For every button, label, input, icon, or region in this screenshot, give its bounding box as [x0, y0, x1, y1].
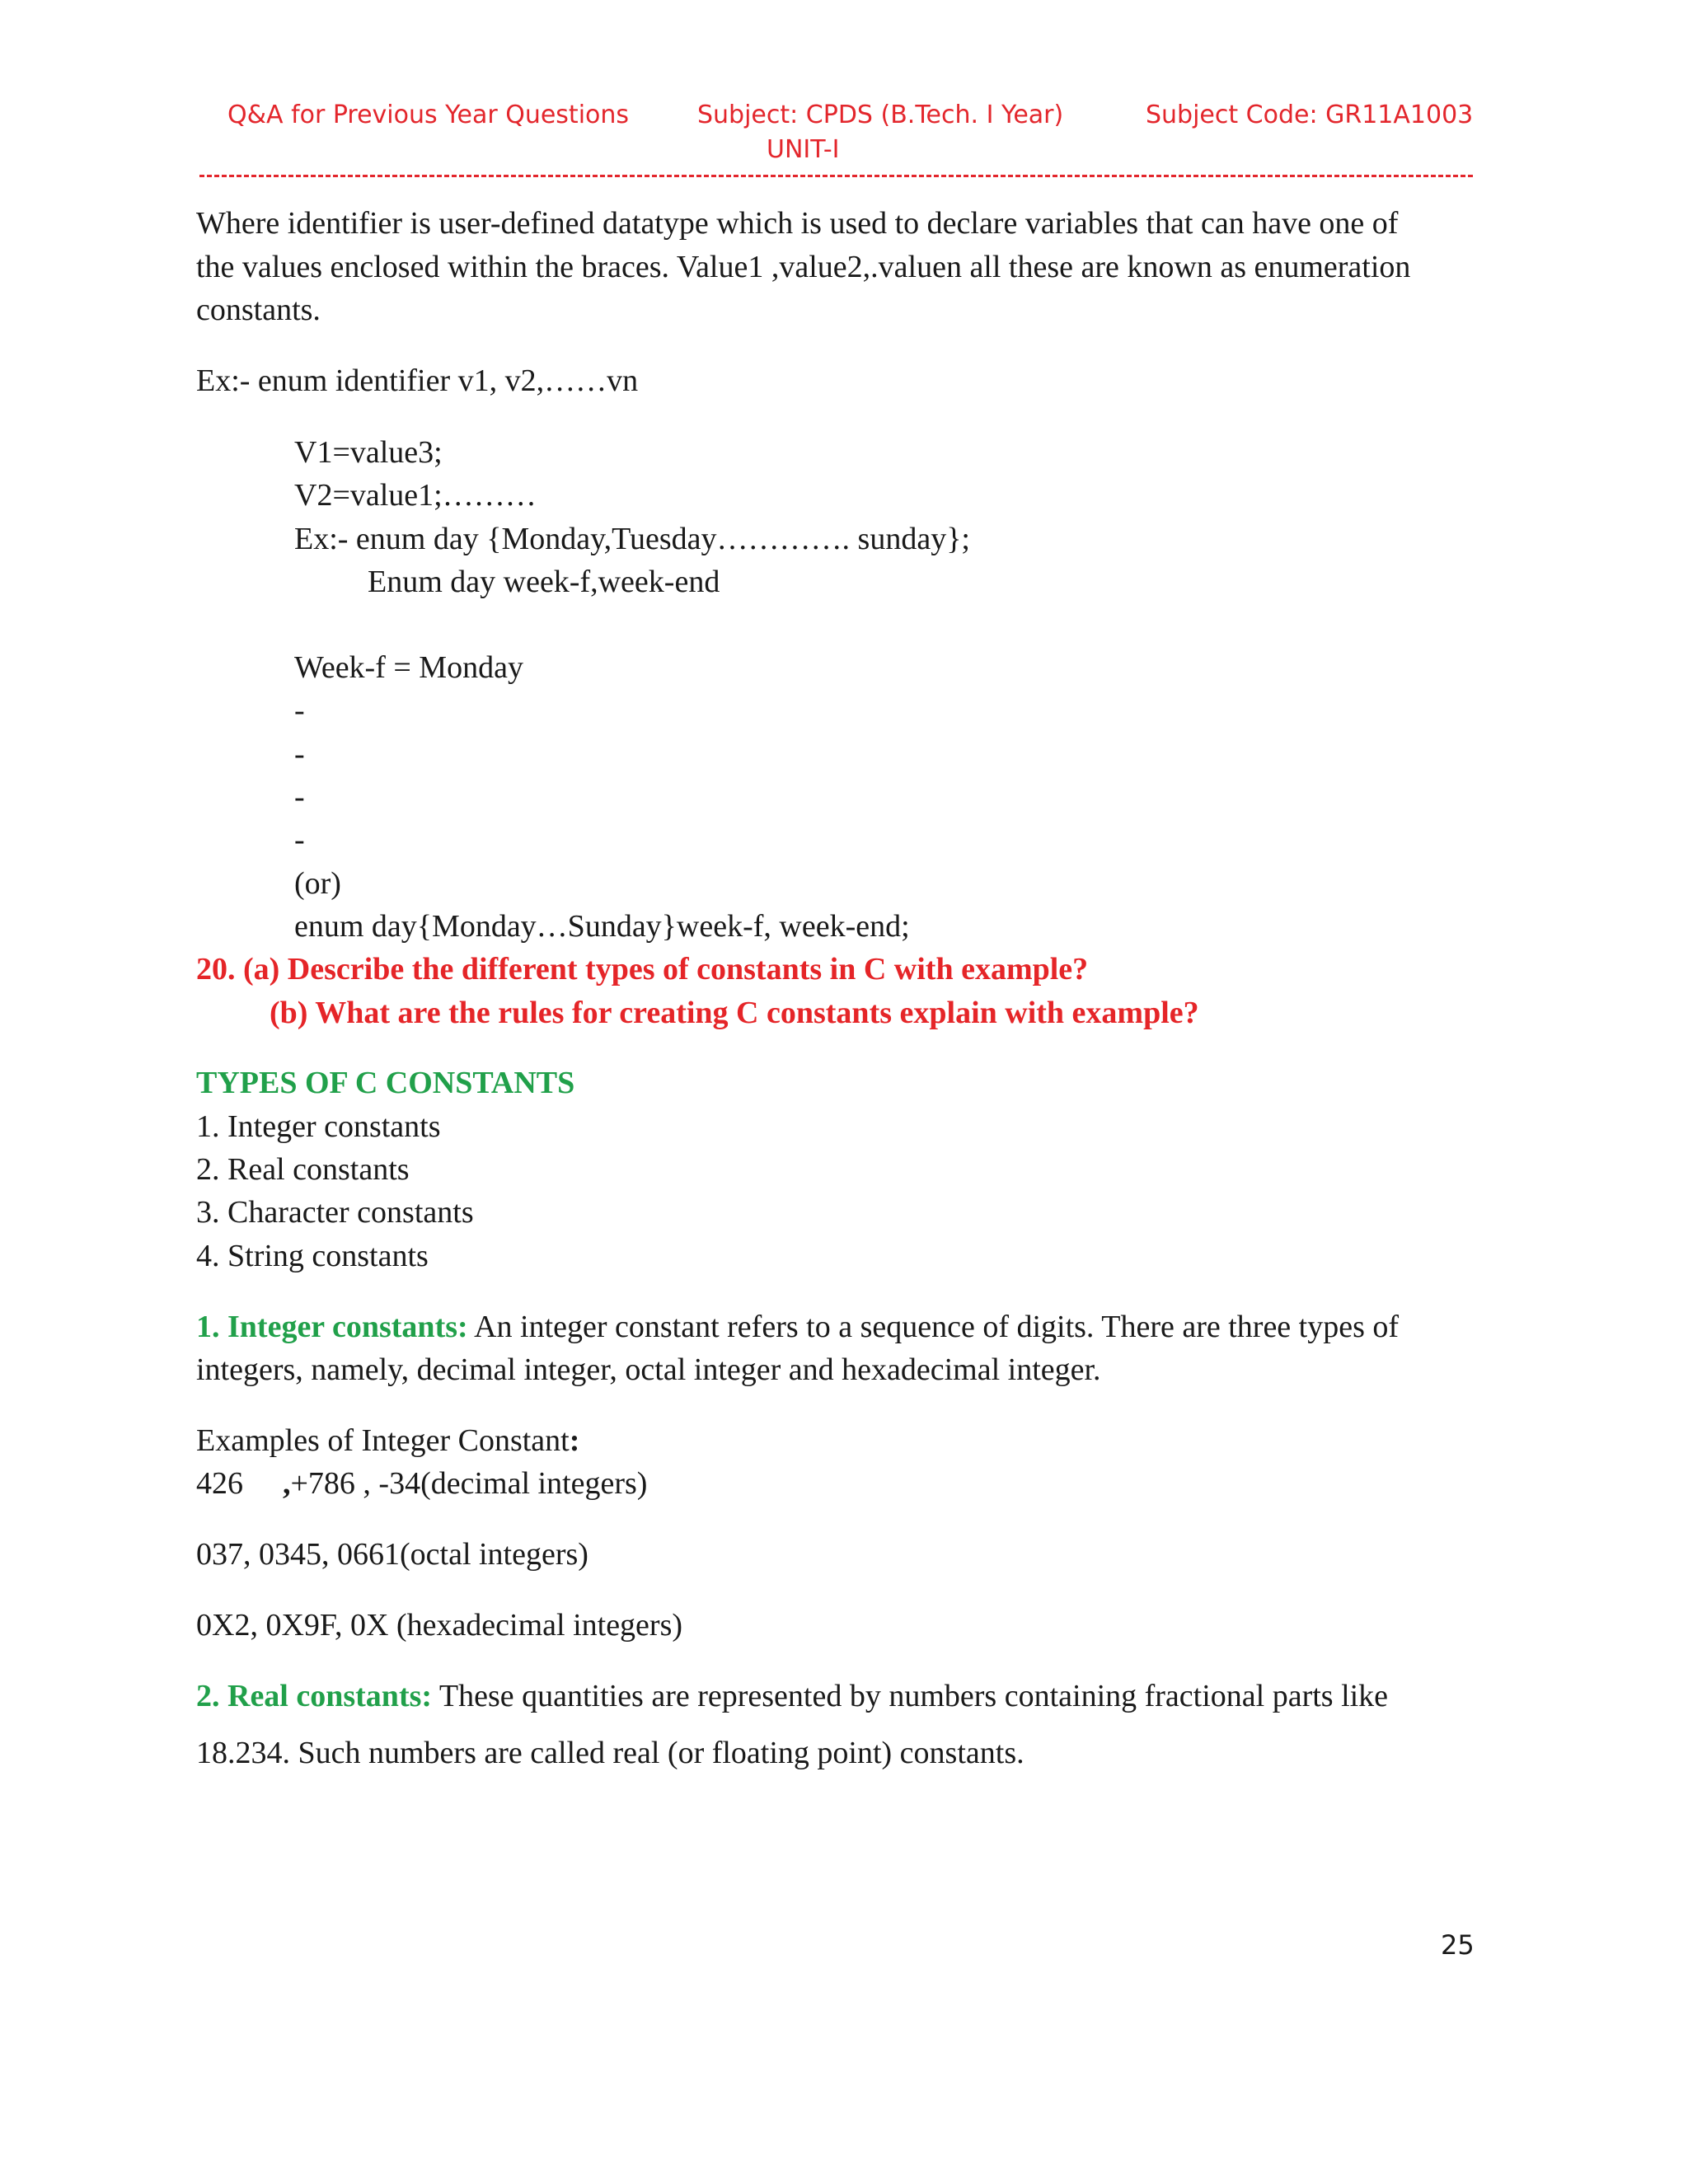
paragraph-line: the values enclosed within the braces. Value1 ,value2,.valuen all these are known as enumeration [196, 250, 1411, 284]
code-line: - [294, 737, 305, 771]
code-line: (or) [294, 866, 341, 901]
example-line: Ex:- enum identifier v1, v2,……vn [196, 363, 639, 398]
code-line: - [294, 693, 305, 728]
header-subject: Subject: CPDS (B.Tech. I Year) [697, 101, 1064, 129]
real-constants-heading: 2. Real constants: [196, 1679, 433, 1713]
paragraph-line: constants. [196, 293, 321, 327]
header-divider [199, 175, 1473, 177]
list-item: 2. Real constants [196, 1152, 410, 1187]
paragraph-line: integers, namely, decimal integer, octal integer and hexadecimal integer. [196, 1352, 1101, 1387]
code-line: Week-f = Monday [294, 650, 523, 685]
paragraph-line: 18.234. Such numbers are called real (or floating point) constants. [196, 1736, 1025, 1770]
list-item: 4. String constants [196, 1239, 429, 1273]
integer-constants-text: An integer constant refers to a sequence of digits. There are three types of [467, 1310, 1400, 1344]
code-line: - [294, 780, 305, 814]
example-decimal-comma: , [283, 1466, 291, 1501]
examples-label [196, 1425, 579, 1456]
list-item: 3. Character constants [196, 1195, 474, 1230]
header-unit: UNIT-I [767, 135, 840, 164]
example-decimal [196, 1468, 647, 1499]
example-decimal-a: 426 [196, 1466, 243, 1501]
code-line: V1=value3; [294, 435, 443, 470]
code-line: - [294, 823, 305, 857]
example-hex: 0X2, 0X9F, 0X (hexadecimal integers) [196, 1608, 683, 1643]
question-20a: 20. (a) Describe the different types of constants in C with example? [196, 952, 1089, 987]
header-subject-code: Subject Code: GR11A1003 [1146, 101, 1474, 129]
section-heading-types: TYPES OF C CONSTANTS [196, 1066, 575, 1100]
header-left: Q&A for Previous Year Questions [227, 101, 630, 129]
real-constants-text: These quantities are represented by numbers containing fractional parts like [432, 1679, 1389, 1713]
example-decimal-b: +786 , -34(decimal integers) [290, 1466, 648, 1501]
code-line: Ex:- enum day {Monday,Tuesday…………. sunday}; [294, 522, 970, 556]
example-octal: 037, 0345, 0661(octal integers) [196, 1537, 588, 1572]
code-line: V2=value1;……… [294, 478, 537, 513]
paragraph-line: Where identifier is user-defined datatype which is used to declare variables that can have one of [196, 206, 1399, 241]
integer-constants-heading: 1. Integer constants: [196, 1310, 468, 1344]
real-constants-paragraph [196, 1680, 1388, 1712]
examples-label-colon: : [569, 1423, 580, 1458]
code-line: enum day{Monday…Sunday}week-f, week-end; [294, 909, 910, 944]
question-20b: (b) What are the rules for creating C constants explain with example? [270, 996, 1199, 1030]
page-number: 25 [1441, 1929, 1475, 1961]
code-line: Enum day week-f,week-end [368, 565, 720, 599]
examples-label-text: Examples of Integer Constant [196, 1423, 570, 1458]
list-item: 1. Integer constants [196, 1109, 441, 1144]
integer-constants-paragraph [196, 1311, 1399, 1343]
